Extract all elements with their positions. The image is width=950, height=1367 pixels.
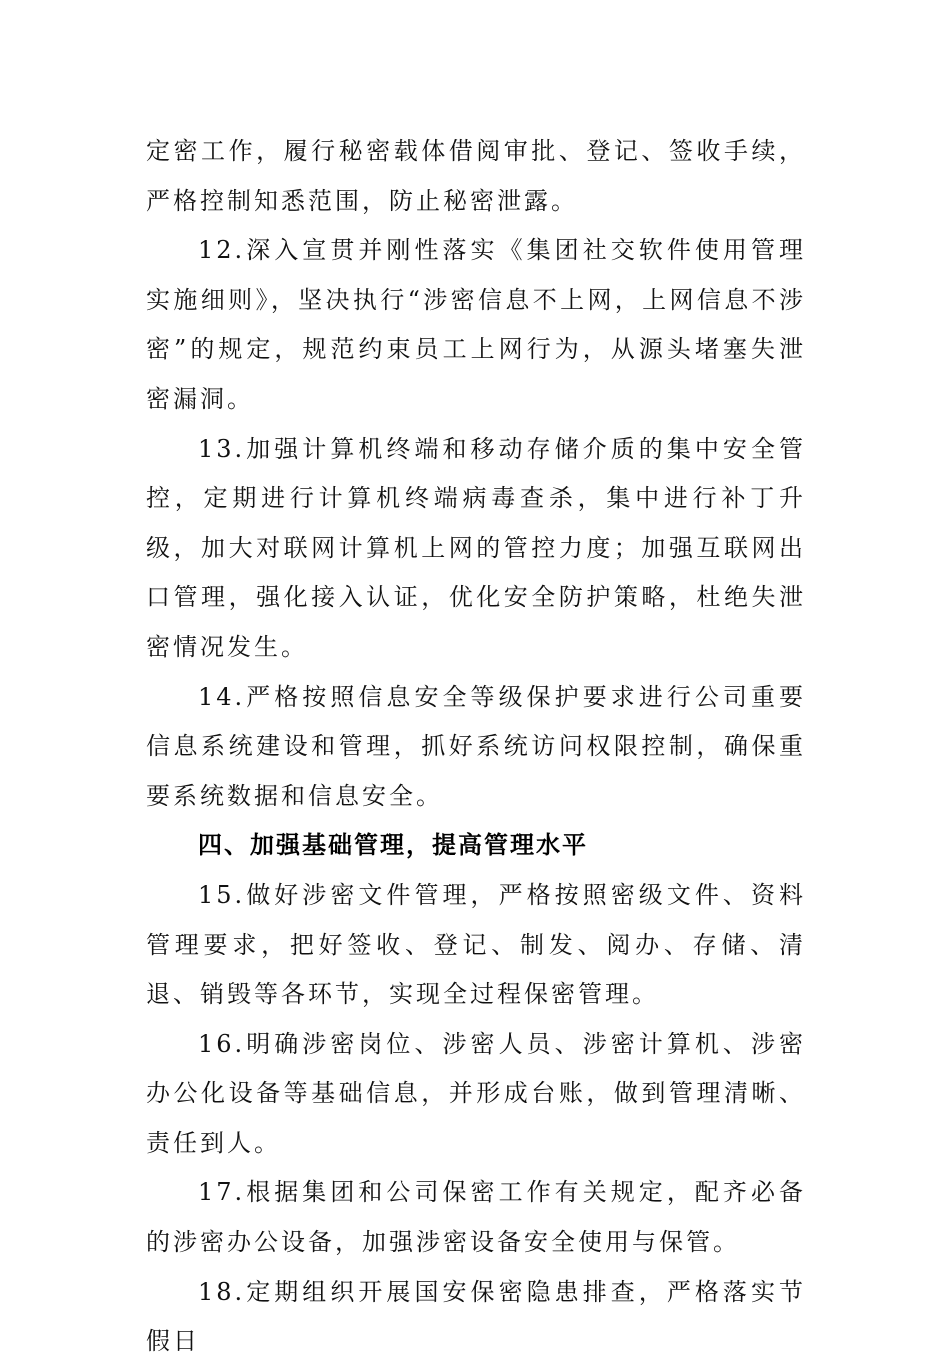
paragraph-item-13: 13.加强计算机终端和移动存储介质的集中安全管控，定期进行计算机终端病毒查杀，集中进行补丁升级，加大对联网计算机上网的管控力度；加强互联网出口管理，强化接入认证，优化安全防护策略，杜绝失泄密情况发生。: [146, 434, 806, 661]
section-heading-4: 四、加强基础管理，提高管理水平: [198, 831, 588, 860]
paragraph-item-18: 18.定期组织开展国安保密隐患排查，严格落实节假日: [146, 1277, 806, 1356]
paragraph-item-12: 12.深入宣贯并刚性落实《集团社交软件使用管理实施细则》，坚决执行“涉密信息不上网，上网信息不涉密”的规定，规范约束员工上网行为，从源头堵塞失泄密漏洞。: [146, 236, 806, 413]
paragraph-item-14: 14.严格按照信息安全等级保护要求进行公司重要信息系统建设和管理，抓好系统访问权限控制，确保重要系统数据和信息安全。: [146, 682, 806, 810]
document-body: [146, 127, 806, 1367]
paragraph-item-17: 17.根据集团和公司保密工作有关规定，配齐必备的涉密办公设备，加强涉密设备安全使用与保管。: [146, 1178, 806, 1257]
paragraph-item-16: 16.明确涉密岗位、涉密人员、涉密计算机、涉密办公化设备等基础信息，并形成台账，做到管理清晰、责任到人。: [146, 1029, 806, 1157]
paragraph-item-15: 15.做好涉密文件管理，严格按照密级文件、资料管理要求，把好签收、登记、制发、阅办、存储、清退、销毁等各环节，实现全过程保密管理。: [146, 880, 806, 1009]
paragraph-continuation: 定密工作，履行秘密载体借阅审批、登记、签收手续，严格控制知悉范围，防止秘密泄露。: [146, 137, 806, 215]
